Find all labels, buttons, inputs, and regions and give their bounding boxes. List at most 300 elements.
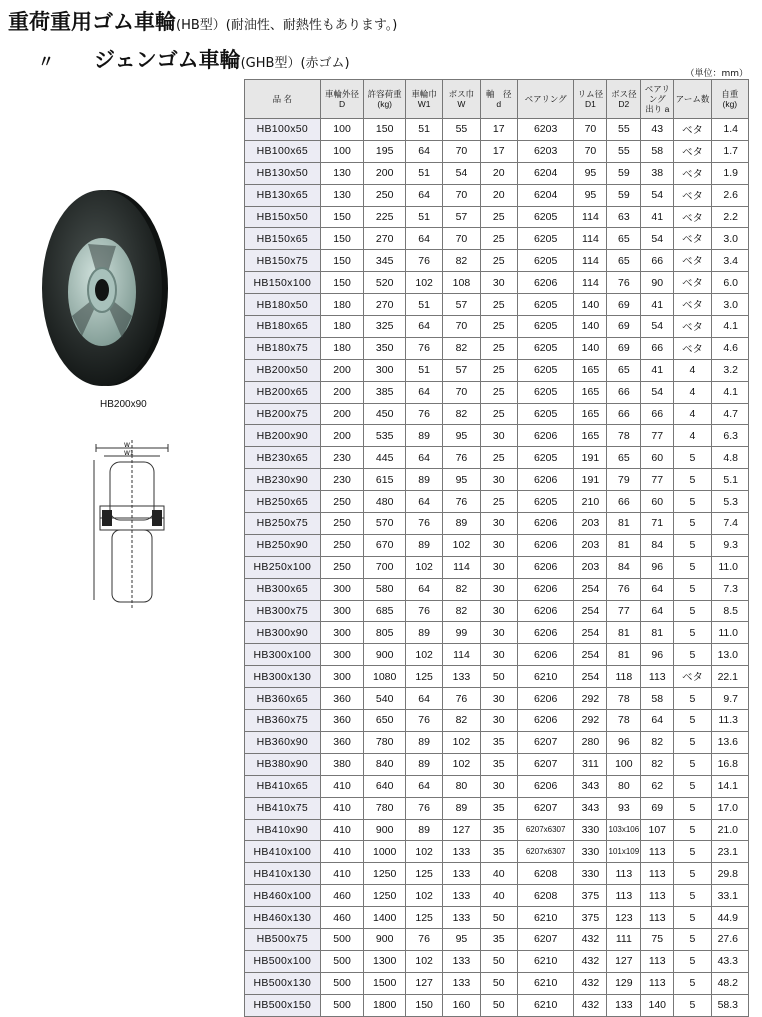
table-cell: 102 (443, 534, 480, 556)
table-cell: 35 (480, 819, 517, 841)
table-cell: 51 (405, 294, 442, 316)
product-name-cell: HB300x65 (245, 578, 321, 600)
table-cell: 64 (405, 184, 442, 206)
table-cell: 25 (480, 381, 517, 403)
table-cell: 35 (480, 731, 517, 753)
table-cell: 50 (480, 950, 517, 972)
table-cell: 75 (641, 928, 674, 950)
table-cell: 89 (405, 731, 442, 753)
table-cell: 6206 (517, 469, 574, 491)
table-cell: 6210 (517, 972, 574, 994)
table-cell: 5 (674, 710, 711, 732)
table-cell: 25 (480, 359, 517, 381)
table-cell: 78 (607, 688, 641, 710)
table-cell: 17 (480, 119, 517, 141)
table-cell: 330 (574, 841, 607, 863)
product-name-cell: HB200x75 (245, 403, 321, 425)
table-cell: 3.4 (711, 250, 748, 272)
table-cell: 113 (641, 950, 674, 972)
table-row (245, 206, 749, 228)
table-cell: 76 (405, 513, 442, 535)
table-cell: 6205 (517, 228, 574, 250)
column-header-label: 許容荷重 (367, 89, 402, 99)
table-cell: 254 (574, 666, 607, 688)
table-cell: 30 (480, 775, 517, 797)
table-cell: 360 (320, 731, 364, 753)
table-cell: 6204 (517, 184, 574, 206)
table-cell: 30 (480, 710, 517, 732)
table-cell: 30 (480, 513, 517, 535)
title-hb-sub: (HB型）(耐油性、耐熱性もあります。) (176, 18, 398, 33)
table-cell: 375 (574, 907, 607, 929)
table-cell: 6210 (517, 907, 574, 929)
table-row (245, 337, 749, 359)
title-ghb-sub: (GHB型）(赤ゴム) (240, 56, 350, 71)
table-cell: 500 (320, 972, 364, 994)
table-cell: 102 (405, 272, 442, 294)
table-cell: 360 (320, 688, 364, 710)
table-cell: ベタ (674, 206, 711, 228)
table-cell: 114 (443, 556, 480, 578)
table-cell: 385 (364, 381, 406, 403)
product-name-cell: HB380x90 (245, 753, 321, 775)
table-cell: 445 (364, 447, 406, 469)
table-cell: 54 (641, 381, 674, 403)
table-cell: 410 (320, 863, 364, 885)
table-cell: 6205 (517, 294, 574, 316)
table-cell: 114 (574, 250, 607, 272)
table-cell: 230 (320, 469, 364, 491)
table-cell: 78 (607, 425, 641, 447)
table-cell: 325 (364, 316, 406, 338)
table-cell: 133 (443, 950, 480, 972)
table-cell: 4.6 (711, 337, 748, 359)
table-cell: 82 (443, 403, 480, 425)
table-cell: 81 (641, 622, 674, 644)
table-cell: 432 (574, 994, 607, 1016)
table-cell: 25 (480, 250, 517, 272)
table-cell: 254 (574, 644, 607, 666)
table-cell: 900 (364, 644, 406, 666)
table-cell: 6206 (517, 775, 574, 797)
column-header-sub: 出り a (645, 104, 670, 114)
table-cell: ベタ (674, 250, 711, 272)
product-name-cell: HB180x65 (245, 316, 321, 338)
table-cell: 180 (320, 337, 364, 359)
table-row (245, 534, 749, 556)
table-cell: 30 (480, 534, 517, 556)
spec-table-header (245, 80, 749, 119)
table-cell: 58 (641, 140, 674, 162)
product-name-cell: HB360x75 (245, 710, 321, 732)
table-cell: 780 (364, 731, 406, 753)
table-cell: 1250 (364, 863, 406, 885)
table-cell: 66 (641, 337, 674, 359)
table-cell: 80 (607, 775, 641, 797)
table-cell: 76 (405, 337, 442, 359)
table-cell: 100 (607, 753, 641, 775)
table-cell: 343 (574, 775, 607, 797)
table-cell: 64 (405, 447, 442, 469)
table-cell: 55 (607, 140, 641, 162)
title-ghb (38, 44, 350, 74)
table-cell: 5 (674, 600, 711, 622)
product-name-cell: HB460x100 (245, 885, 321, 907)
table-cell: 82 (443, 710, 480, 732)
table-cell: 114 (574, 228, 607, 250)
column-header (641, 80, 674, 119)
table-cell: 130 (320, 184, 364, 206)
table-cell: 200 (320, 425, 364, 447)
table-cell: 140 (574, 337, 607, 359)
table-cell: 254 (574, 600, 607, 622)
table-cell: 780 (364, 797, 406, 819)
table-cell: 114 (443, 644, 480, 666)
table-cell: 6207 (517, 753, 574, 775)
table-cell: 133 (443, 972, 480, 994)
table-cell: 54 (641, 228, 674, 250)
table-cell: 410 (320, 841, 364, 863)
table-cell: 25 (480, 337, 517, 359)
table-cell: 140 (574, 294, 607, 316)
table-cell: ベタ (674, 119, 711, 141)
table-cell: 250 (320, 513, 364, 535)
table-cell: 6206 (517, 600, 574, 622)
table-row (245, 731, 749, 753)
table-cell: 1300 (364, 950, 406, 972)
table-cell: 5 (674, 841, 711, 863)
table-cell: 330 (574, 819, 607, 841)
table-cell: 150 (364, 119, 406, 141)
table-cell: 432 (574, 972, 607, 994)
table-cell: 35 (480, 928, 517, 950)
table-cell: 95 (574, 162, 607, 184)
table-cell: 79 (607, 469, 641, 491)
table-row (245, 140, 749, 162)
column-header (711, 80, 748, 119)
table-cell: 107 (641, 819, 674, 841)
table-cell: 100 (320, 140, 364, 162)
table-cell: 805 (364, 622, 406, 644)
table-cell: 9.3 (711, 534, 748, 556)
table-cell: ベタ (674, 272, 711, 294)
table-cell: 14.1 (711, 775, 748, 797)
table-cell: 125 (405, 666, 442, 688)
table-cell: 89 (405, 534, 442, 556)
table-cell: 81 (607, 534, 641, 556)
table-cell: 64 (405, 228, 442, 250)
product-name-cell: HB460x130 (245, 907, 321, 929)
table-cell: 76 (405, 928, 442, 950)
table-cell: 54 (641, 316, 674, 338)
product-name-cell: HB150x50 (245, 206, 321, 228)
drawing-label-w: W (124, 442, 130, 449)
table-cell: 64 (405, 316, 442, 338)
table-cell: 76 (405, 600, 442, 622)
table-cell: 580 (364, 578, 406, 600)
table-cell: 29.8 (711, 863, 748, 885)
table-cell: 5 (674, 753, 711, 775)
table-cell: 2.6 (711, 184, 748, 206)
table-cell: 123 (607, 907, 641, 929)
table-cell: 113 (641, 972, 674, 994)
table-cell: 500 (320, 950, 364, 972)
table-row (245, 162, 749, 184)
table-cell: 670 (364, 534, 406, 556)
table-cell: 345 (364, 250, 406, 272)
table-cell: 70 (574, 119, 607, 141)
column-header-label: ベアリング (644, 84, 670, 104)
column-header-sub: D (338, 99, 346, 109)
table-cell: 6204 (517, 162, 574, 184)
table-cell: 4.8 (711, 447, 748, 469)
table-cell: 460 (320, 885, 364, 907)
table-cell: 30 (480, 469, 517, 491)
table-cell: 95 (574, 184, 607, 206)
table-cell: 165 (574, 381, 607, 403)
table-cell: 64 (405, 688, 442, 710)
table-cell: 30 (480, 600, 517, 622)
table-cell: 460 (320, 907, 364, 929)
table-cell: 8.5 (711, 600, 748, 622)
table-cell: 66 (607, 491, 641, 513)
table-row (245, 119, 749, 141)
table-cell: 5 (674, 491, 711, 513)
table-cell: 64 (405, 491, 442, 513)
table-cell: 89 (405, 469, 442, 491)
table-cell: 82 (443, 600, 480, 622)
table-cell: 165 (574, 425, 607, 447)
table-cell: 6210 (517, 950, 574, 972)
table-cell: 64 (405, 381, 442, 403)
table-cell: 89 (443, 797, 480, 819)
table-cell: 23.1 (711, 841, 748, 863)
table-cell: 1080 (364, 666, 406, 688)
table-cell: 66 (641, 250, 674, 272)
table-cell: 113 (641, 863, 674, 885)
product-name-cell: HB200x90 (245, 425, 321, 447)
table-cell: 70 (443, 381, 480, 403)
table-cell: 89 (405, 753, 442, 775)
table-cell: 41 (641, 206, 674, 228)
table-cell: 113 (641, 907, 674, 929)
product-name-cell: HB300x100 (245, 644, 321, 666)
table-cell: 5 (674, 644, 711, 666)
product-name-cell: HB200x65 (245, 381, 321, 403)
table-cell: 4 (674, 403, 711, 425)
table-cell: 82 (443, 578, 480, 600)
table-cell: 95 (443, 425, 480, 447)
product-name-cell: HB300x75 (245, 600, 321, 622)
table-cell: 180 (320, 294, 364, 316)
table-cell: 1.9 (711, 162, 748, 184)
table-cell: 64 (405, 140, 442, 162)
table-cell: 254 (574, 622, 607, 644)
product-name-cell: HB410x130 (245, 863, 321, 885)
table-cell: 650 (364, 710, 406, 732)
table-cell: 30 (480, 425, 517, 447)
table-cell: 6208 (517, 885, 574, 907)
table-cell: 95 (443, 469, 480, 491)
table-cell: 410 (320, 797, 364, 819)
table-cell: 270 (364, 294, 406, 316)
title-hb-main: 重荷重用ゴム車輪 (8, 10, 176, 34)
table-cell: 900 (364, 928, 406, 950)
table-cell: 160 (443, 994, 480, 1016)
table-cell: 500 (320, 928, 364, 950)
table-cell: 6208 (517, 863, 574, 885)
table-cell: 250 (320, 534, 364, 556)
table-cell: 11.0 (711, 622, 748, 644)
table-cell: 96 (641, 556, 674, 578)
table-cell: 64 (641, 578, 674, 600)
table-cell: 64 (405, 578, 442, 600)
spec-table-body (245, 119, 749, 1017)
table-cell: 5 (674, 885, 711, 907)
table-row (245, 403, 749, 425)
table-cell: 50 (480, 907, 517, 929)
table-cell: 140 (574, 316, 607, 338)
table-row (245, 753, 749, 775)
table-row (245, 491, 749, 513)
table-cell: 5 (674, 972, 711, 994)
table-cell: 82 (443, 250, 480, 272)
table-cell: 6206 (517, 425, 574, 447)
table-row (245, 819, 749, 841)
product-name-cell: HB130x50 (245, 162, 321, 184)
table-cell: 4.7 (711, 403, 748, 425)
table-cell: 1.4 (711, 119, 748, 141)
table-cell: 111 (607, 928, 641, 950)
table-row (245, 425, 749, 447)
table-cell: 89 (443, 513, 480, 535)
table-cell: 25 (480, 294, 517, 316)
table-cell: 102 (405, 885, 442, 907)
table-row (245, 272, 749, 294)
table-cell: 200 (320, 359, 364, 381)
table-cell: 93 (607, 797, 641, 819)
table-cell: 133 (443, 885, 480, 907)
table-cell: 101x109 (607, 841, 641, 863)
table-row (245, 841, 749, 863)
table-cell: ベタ (674, 162, 711, 184)
table-cell: 77 (641, 469, 674, 491)
table-cell: 113 (607, 863, 641, 885)
table-cell: ベタ (674, 228, 711, 250)
product-name-cell: HB250x65 (245, 491, 321, 513)
table-cell: 6206 (517, 534, 574, 556)
column-header-label: 自重 (721, 89, 739, 99)
table-cell: 40 (480, 863, 517, 885)
table-cell: 6207x6307 (517, 841, 574, 863)
table-cell: 57 (443, 206, 480, 228)
table-cell: 44.9 (711, 907, 748, 929)
table-cell: 6.0 (711, 272, 748, 294)
table-cell: 300 (320, 666, 364, 688)
ditto-mark: 〃 (38, 52, 55, 71)
table-cell: 80 (443, 775, 480, 797)
table-cell: 50 (480, 666, 517, 688)
product-name-cell: HB100x65 (245, 140, 321, 162)
spec-table (244, 79, 749, 1017)
table-cell: 78 (607, 710, 641, 732)
product-name-cell: HB250x90 (245, 534, 321, 556)
table-cell: 6205 (517, 381, 574, 403)
table-cell: 3.0 (711, 294, 748, 316)
table-cell: 300 (320, 578, 364, 600)
table-cell: 33.1 (711, 885, 748, 907)
table-cell: 1400 (364, 907, 406, 929)
table-cell: ベタ (674, 337, 711, 359)
table-cell: 140 (641, 994, 674, 1016)
table-cell: 130 (320, 162, 364, 184)
table-cell: 150 (405, 994, 442, 1016)
table-cell: 292 (574, 710, 607, 732)
table-cell: 133 (443, 841, 480, 863)
table-cell: 99 (443, 622, 480, 644)
table-cell: 51 (405, 162, 442, 184)
table-cell: 69 (607, 337, 641, 359)
table-cell: 17.0 (711, 797, 748, 819)
table-row (245, 513, 749, 535)
table-cell: 59 (607, 184, 641, 206)
table-cell: 25 (480, 403, 517, 425)
table-cell: 13.6 (711, 731, 748, 753)
column-header-sub: (kg) (722, 99, 738, 109)
table-cell: 20 (480, 184, 517, 206)
table-row (245, 863, 749, 885)
table-cell: 43 (641, 119, 674, 141)
product-name-cell: HB230x90 (245, 469, 321, 491)
wheel-cross-section-drawing (92, 440, 172, 610)
table-cell: 6206 (517, 622, 574, 644)
table-cell: 5 (674, 469, 711, 491)
table-cell: 540 (364, 688, 406, 710)
table-row (245, 710, 749, 732)
table-cell: 200 (320, 381, 364, 403)
table-cell: 64 (641, 600, 674, 622)
table-cell: 6.3 (711, 425, 748, 447)
photo-caption: HB200x90 (100, 399, 147, 410)
table-cell: 65 (607, 359, 641, 381)
table-cell: 76 (443, 491, 480, 513)
table-cell: 6210 (517, 666, 574, 688)
column-header (674, 80, 711, 119)
table-cell: 200 (364, 162, 406, 184)
table-cell: 89 (405, 425, 442, 447)
column-header-label: ベアリング (524, 94, 567, 104)
table-cell: 292 (574, 688, 607, 710)
table-cell: 225 (364, 206, 406, 228)
column-header (574, 80, 607, 119)
table-cell: 4.1 (711, 381, 748, 403)
column-header-label: ボス径 (611, 89, 637, 99)
table-cell: 66 (641, 403, 674, 425)
table-cell: 6205 (517, 403, 574, 425)
table-row (245, 622, 749, 644)
table-cell: 13.0 (711, 644, 748, 666)
table-cell: 84 (641, 534, 674, 556)
table-cell: 30 (480, 622, 517, 644)
table-row (245, 228, 749, 250)
product-name-cell: HB300x130 (245, 666, 321, 688)
table-cell: 76 (607, 272, 641, 294)
table-cell: 180 (320, 316, 364, 338)
table-cell: 125 (405, 907, 442, 929)
column-header-sub: (kg) (377, 99, 392, 109)
table-cell: 64 (641, 710, 674, 732)
table-cell: 6206 (517, 578, 574, 600)
